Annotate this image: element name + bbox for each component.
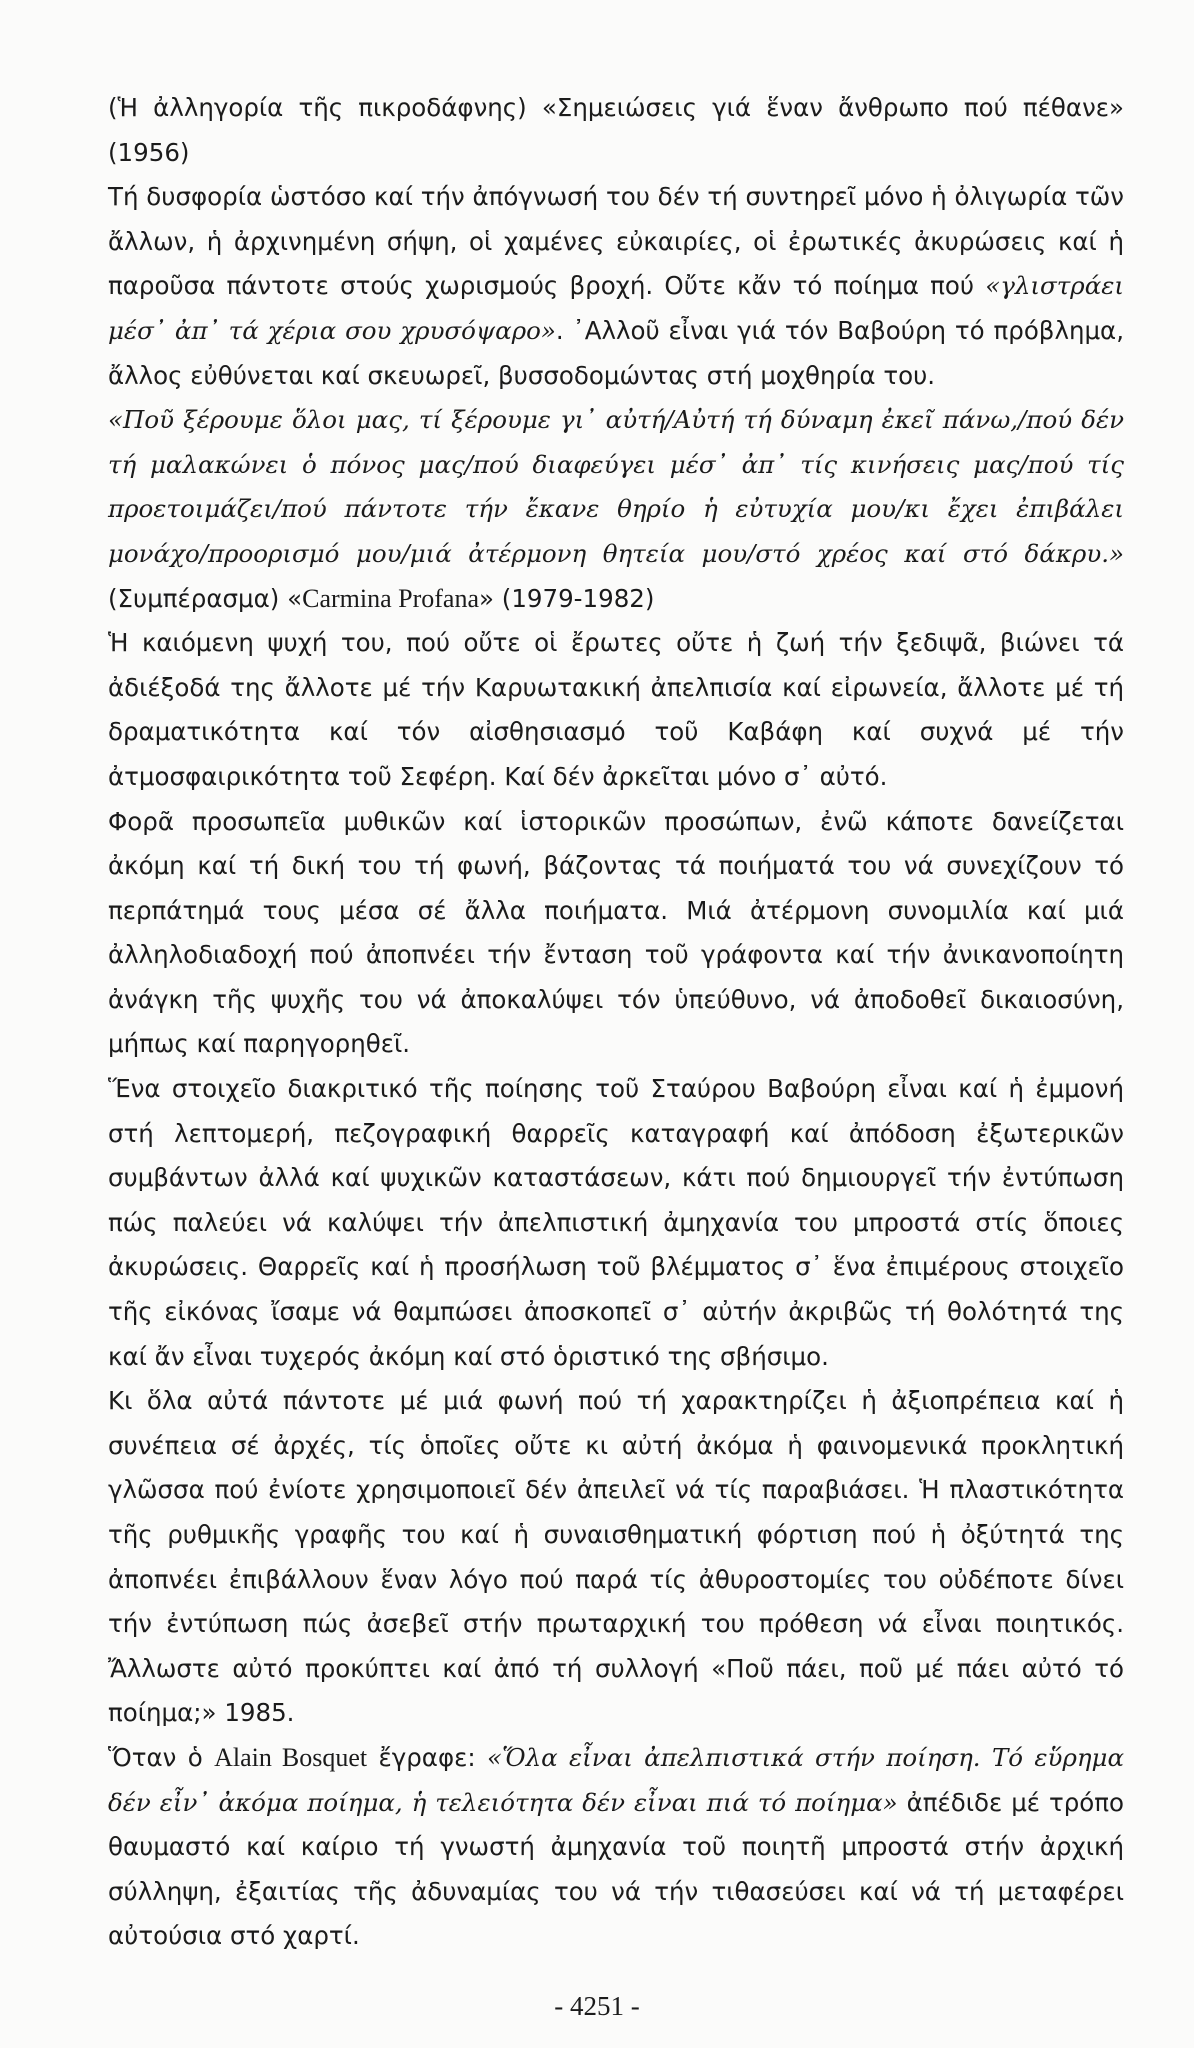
paragraph [108, 175, 1124, 398]
paragraph [108, 1736, 1124, 1959]
text-run: Κι ὅλα αὐτά πάντοτε μέ μιά φωνή πού τή χαρακτηρίζει ἡ ἀξιοπρέπεια καί ἡ συνέπεια σέ ἀρχές, τίς ὁποῖες οὔτε κι αὐτή ἀκόμα ἡ φαινομενικά προκλητική γλῶσσα πού ἐνίοτε χρησιμοποιεῖ δέν ἀπειλεῖ νά τίς παραβιάσει. Ἡ πλαστικότητα τῆς ρυθμικῆς γραφῆς του καί ἡ συναισθηματική φόρτιση πού ἡ ὀξύτητά της ἀποπνέει ἐπιβάλλουν ἕναν λόγο πού παρά τίς ἀθυροστομίες του οὐδέποτε δίνει τήν ἐντύπωση πώς ἀσεβεῖ στήν πρωταρχική του πρόθεση νά εἶναι ποιητικός. Ἄλλωστε αὐτό προκύπτει καί ἀπό τή συλλογή «Ποῦ πάει, ποῦ μέ πάει αὐτό τό ποίημα;» 1985. [108, 1386, 1124, 1728]
text-run: » (1979-1982) [479, 583, 655, 613]
paragraph [108, 621, 1124, 799]
text-run: Ὅταν ὁ [108, 1742, 215, 1772]
paragraph [108, 86, 1124, 175]
text-run: Ἕνα στοιχεῖο διακριτικό τῆς ποίησης τοῦ Σταύρου Βαβούρη εἶναι καί ἡ ἐμμονή στή λεπτομερή, πεζογραφική θαρρεῖς καταγραφή καί ἀπόδοση ἐξωτερικῶν συμβάντων ἀλλά καί ψυχικῶν καταστάσεων, κάτι πού δημιουργεῖ τήν ἐντύπωση πώς παλεύει νά καλύψει τήν ἀπελπιστική ἀμηχανία του μπροστά στίς ὅποιες ἀκυρώσεις. Θαρρεῖς καί ἡ προσήλωση τοῦ βλέμματος σ᾿ ἕνα ἐπιμέρους στοιχεῖο τῆς εἰκόνας ἴσαμε νά θαμπώσει ἀποσκοπεῖ σ᾿ αὐτήν ἀκριβῶς τή θολότητά της καί ἄν εἶναι τυχερός ἀκόμη καί στό ὁριστικό της σβήσιμο. [108, 1074, 1124, 1371]
text-run: ἀπέδιδε μέ τρόπο θαυμαστό καί καίριο τή γνωστή ἀμηχανία τοῦ ποιητῆ μπροστά στήν ἀρχική σύλληψη, ἐξαιτίας τῆς ἀδυναμίας του νά τήν τιθασεύσει καί νά τή μεταφέρει αὐτούσια στό χαρτί. [108, 1787, 1124, 1951]
italic-quote: «γλιστράει μέσ᾿ ἀπ᾿ τά χέρια σου χρυσόψαρο» [108, 271, 1124, 345]
latin-text: Alain Bosquet [214, 1742, 368, 1772]
text-run: Φορᾶ προσωπεῖα μυθικῶν καί ἱστορικῶν προσώπων, ἐνῶ κάποτε δανείζεται ἀκόμη καί τή δική του τή φωνή, βάζοντας τά ποιήματά του νά συνεχίζουν τό περπάτημά τους μέσα σέ ἄλλα ποιήματα. Μιά ἀτέρμονη συνομιλία καί μιά ἀλληλοδιαδοχή πού ἀποπνέει τήν ἔνταση τοῦ γράφοντα καί τήν ἀνικανοποίητη ἀνάγκη τῆς ψυχῆς του νά ἀποκαλύψει τόν ὑπεύθυνο, νά ἀποδοθεῖ δικαιοσύνη, μήπως καί παρηγορηθεῖ. [108, 806, 1124, 1059]
text-run: (Συμπέρασμα) « [108, 583, 303, 613]
paragraph [108, 398, 1124, 621]
italic-quote: «Ποῦ ξέρουμε ὅλοι μας, τί ξέρουμε γι᾿ αὐτή/Αὐτή τή δύναμη ἐκεῖ πάνω,/πού δέν τή μαλακώνει ὁ πόνος μας/πού διαφεύγει μέσ᾿ ἀπ᾿ τίς κινήσεις μας/πού τίς προετοιμάζει/πού πάντοτε τήν ἔκανε θηρίο ἡ εὐτυχία μου/κι ἔχει ἐπιβάλει μονάχο/προορισμό μου/μιά ἀτέρμονη θητεία μου/στό χρέος καί στό δάκρυ.» [108, 405, 1124, 568]
text-run: . ᾿Αλλοῦ εἶναι γιά τόν Βαβούρη τό πρόβλημα, ἄλλος εὐθύνεται καί σκευωρεῖ, βυσσοδομώντας στή μοχθηρία του. [108, 315, 1124, 390]
latin-text: Carmina Profana [302, 583, 479, 613]
paragraph [108, 1067, 1124, 1379]
paragraph [108, 800, 1124, 1068]
text-run: (Ἡ ἀλληγορία τῆς πικροδάφνης) «Σημειώσεις γιά ἕναν ἄνθρωπο πού πέθανε» (1956) [108, 93, 1124, 167]
italic-quote: «Ὅλα εἶναι ἀπελπιστικά στήν ποίηση. Τό εὕρημα δέν εἶν᾿ ἀκόμα ποίημα, ἡ τελειότητα δέν εἶναι πιά τό ποίημα» [108, 1742, 1124, 1817]
page-number: - 4251 - [554, 1991, 640, 2021]
paragraph [108, 1379, 1124, 1736]
text-run: ἔγραφε: [367, 1742, 487, 1772]
body-text [108, 86, 1124, 1959]
text-run: Τή δυσφορία ὡστόσο καί τήν ἀπόγνωσή του δέν τή συντηρεῖ μόνο ἡ ὀλιγωρία τῶν ἄλλων, ἡ ἀρχινημένη σήψη, οἱ χαμένες εὐκαιρίες, οἱ ἐρωτικές ἀκυρώσεις καί ἡ παροῦσα πάντοτε στούς χωρισμούς βροχή. Οὔτε κἄν τό ποίημα πού [108, 182, 1124, 301]
text-run: Ἡ καιόμενη ψυχή του, πού οὔτε οἱ ἔρωτες οὔτε ἡ ζωή τήν ξεδιψᾶ, βιώνει τά ἀδιέξοδά της ἄλλοτε μέ τήν Καρυωτακική ἀπελπισία καί εἰρωνεία, ἄλλοτε μέ τή δραματικότητα καί τόν αἰσθησιασμό τοῦ Καβάφη καί συχνά μέ τήν ἀτμοσφαιρικότητα τοῦ Σεφέρη. Καί δέν ἀρκεῖται μόνο σ᾿ αὐτό. [108, 628, 1124, 791]
